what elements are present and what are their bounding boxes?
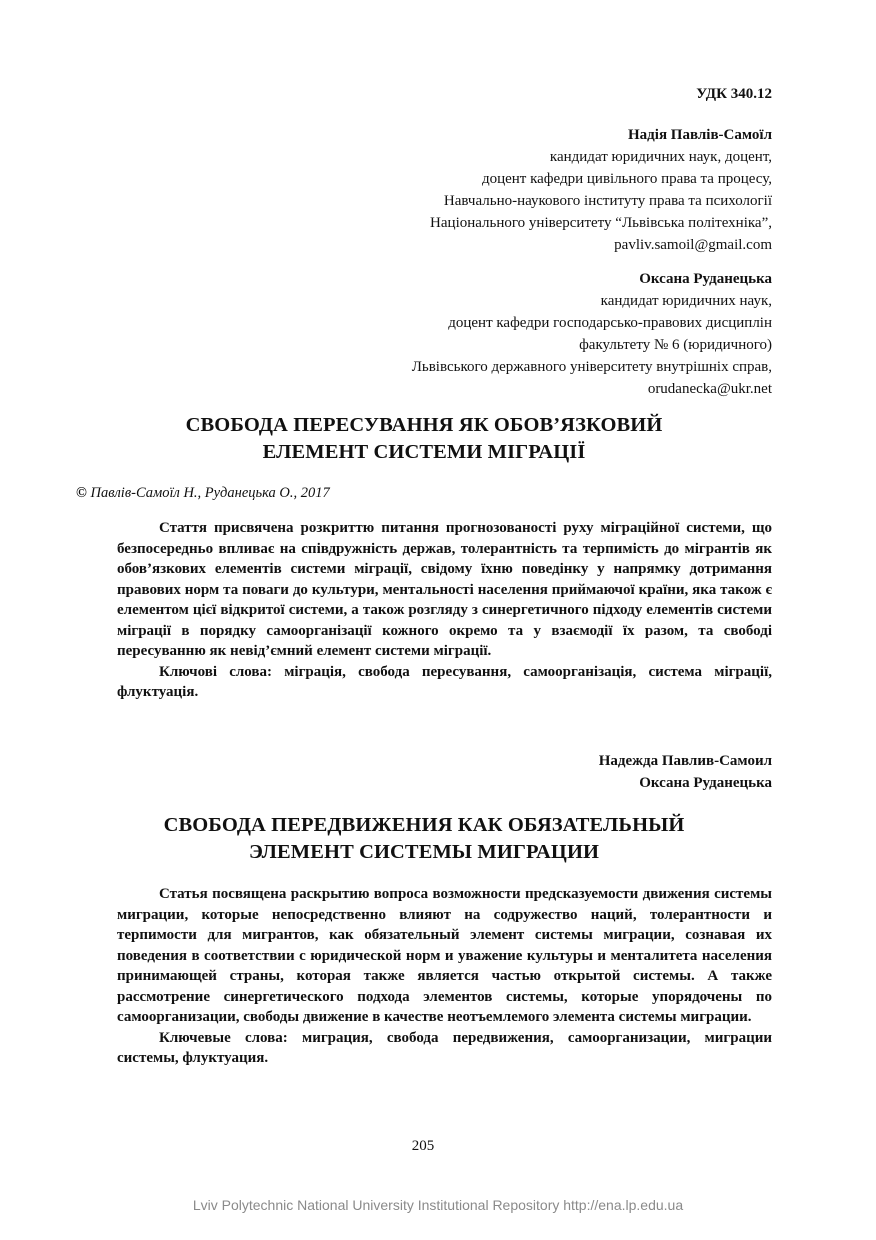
keywords-text: Ключові слова: міграція, свобода пересування, самоорганізація, система міграції, флуктуація. bbox=[117, 663, 772, 700]
article-title-ua bbox=[110, 412, 738, 466]
repository-footer: Lviv Polytechnic National University Institutional Repository http://ena.lp.edu.ua bbox=[192, 1197, 684, 1213]
article-title-ru bbox=[110, 812, 738, 866]
keywords-text: Ключевые слова: миграция, свобода передвижения, самоорганизации, миграции системы, флуктуация. bbox=[117, 1029, 772, 1066]
author-affiliation-line: доцент кафедри цивільного права та процесу, bbox=[481, 171, 772, 187]
abstract-ua bbox=[117, 518, 772, 703]
author-block-2 bbox=[412, 268, 772, 400]
title-line: СВОБОДА ПЕРЕСУВАННЯ ЯК ОБОВ’ЯЗКОВИЙ bbox=[185, 414, 663, 436]
authors-ru bbox=[599, 750, 772, 794]
author-affiliation-line: Національного університету “Львівська політехніка”, bbox=[430, 215, 772, 231]
author-name: Оксана Руданецька bbox=[639, 271, 772, 287]
title-line: ЕЛЕМЕНТ СИСТЕМИ МІГРАЦІЇ bbox=[262, 441, 586, 463]
title-line: СВОБОДА ПЕРЕДВИЖЕНИЯ КАК ОБЯЗАТЕЛЬНЫЙ bbox=[163, 814, 685, 836]
author-name: Надія Павлів-Самоїл bbox=[628, 127, 772, 143]
author-name-ru: Надежда Павлив-Самоил bbox=[598, 753, 772, 769]
author-affiliation-line: факультету № 6 (юридичного) bbox=[579, 337, 772, 353]
author-email: orudanecka@ukr.net bbox=[647, 381, 772, 397]
page-number: 205 bbox=[411, 1138, 435, 1154]
author-email: pavliv.samoil@gmail.com bbox=[614, 237, 772, 253]
copyright-text: Павлів-Самоїл Н., Руданецька О., 2017 bbox=[86, 485, 330, 501]
author-block-1 bbox=[430, 124, 772, 256]
udk-code: УДК 340.12 bbox=[696, 86, 772, 102]
abstract-ru bbox=[117, 884, 772, 1069]
author-affiliation-line: Львівського державного університету внутрішніх справ, bbox=[411, 359, 772, 375]
copyright-notice bbox=[76, 485, 330, 502]
author-affiliation-line: кандидат юридичних наук, доцент, bbox=[549, 149, 772, 165]
author-affiliation-line: кандидат юридичних наук, bbox=[600, 293, 772, 309]
title-line: ЭЛЕМЕНТ СИСТЕМЫ МИГРАЦИИ bbox=[248, 841, 600, 863]
abstract-text: Статья посвящена раскрытию вопроса возможности предсказуемости движения системы миграции, которые непосредственно влияют на содружество наций, толерантности и терпимости для мигрантов, как обязательный элемент системы миграции, сознавая их поведения в соответствии с юридической норм и уважение культуры и менталитета населения принимающей страны, которая также является частью открытой системы. А также рассмотрение синергетического подхода элементов системы, которые упорядочены по самоорганизации, свободы движение в качестве неотъемлемого элемента системы миграции. bbox=[117, 886, 772, 1025]
copyright-symbol: © bbox=[76, 485, 87, 501]
author-affiliation-line: доцент кафедри господарсько-правових дисциплін bbox=[448, 315, 772, 331]
author-affiliation-line: Навчально-наукового інституту права та психології bbox=[443, 193, 772, 209]
abstract-text: Стаття присвячена розкриттю питання прогнозованості руху міграційної системи, що безпосередньо впливає на співдружність держав, толерантність та терпимість до мігрантів як обов’язкових елементів системи міграції, свідому їхню поведінку у напрямку дотримання правових норм та поваги до культури, ментальності населення приймаючої країни, яка також є елементом цієї відкритої системи, а також розгляду з синергетичного підходу елементів системи міграції в порядку самоорганізації кожного окремо та у взаємодії їх разом, та свободі пересуванню як невід’ємний елемент системи міграції. bbox=[117, 520, 772, 659]
author-name-ru: Оксана Руданецька bbox=[639, 775, 772, 791]
